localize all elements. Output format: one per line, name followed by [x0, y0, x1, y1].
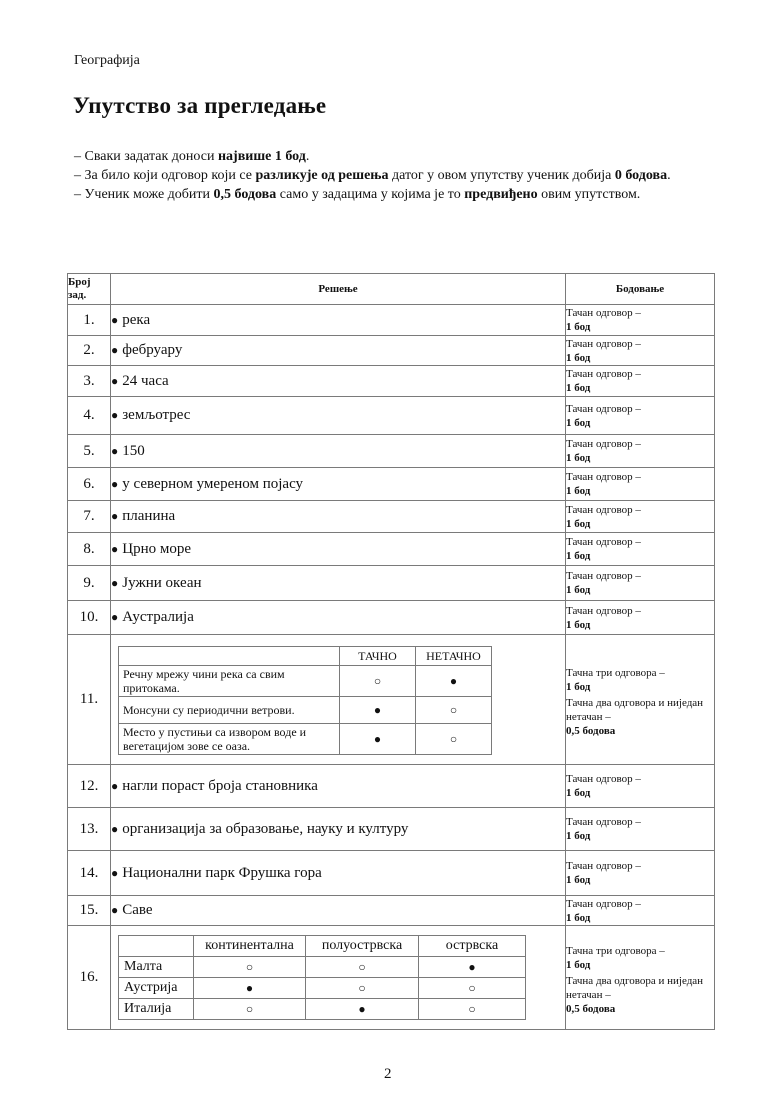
empty-circle-icon: ○ — [306, 978, 419, 999]
bullet-icon: ● — [111, 903, 119, 917]
scoring-points: 1 бод — [566, 321, 591, 333]
bullet-icon: ● — [111, 541, 119, 556]
empty-circle-icon: ○ — [419, 999, 526, 1020]
rule-text: . — [667, 168, 671, 183]
rule-emphasis: највише 1 бод — [217, 149, 306, 164]
rule-text: . — [305, 149, 310, 164]
scoring-points: 1 бод — [566, 550, 591, 562]
scoring-text: Тачан одговор – — [566, 897, 641, 910]
table-row — [68, 501, 715, 533]
bullet-icon: ● — [111, 865, 119, 880]
scoring-text: Тачна два одговора и ниједан нетачан – — [566, 696, 704, 723]
task-number: 8. — [68, 533, 111, 566]
answer-text: 150 — [122, 442, 145, 459]
country-name: Италија — [119, 999, 194, 1020]
scoring-points: 1 бод — [566, 911, 591, 924]
statement-row — [119, 724, 492, 755]
scoring-text: Тачан одговор – — [566, 860, 641, 872]
scoring-cell — [566, 501, 715, 533]
scoring-points: 1 бод — [566, 452, 591, 464]
answer-text: Црно море — [122, 540, 192, 557]
scoring-cell — [566, 366, 715, 397]
scoring-points: 1 бод — [566, 584, 591, 596]
answer-text: земљотрес — [122, 407, 191, 423]
scoring-text: Тачна три одговора – — [566, 944, 665, 957]
rule-item — [74, 166, 674, 185]
table-row — [68, 851, 715, 896]
bullet-icon: ● — [111, 343, 119, 357]
solution-cell — [111, 926, 566, 1030]
task-number: 3. — [68, 366, 111, 397]
scoring-points: 1 бод — [566, 874, 591, 886]
bullet-icon: ● — [111, 408, 119, 422]
scoring-points: 1 бод — [566, 351, 591, 364]
scoring-cell — [566, 851, 715, 896]
scoring-text: Тачан одговор – — [566, 402, 641, 415]
solution-cell — [111, 468, 566, 501]
table-row — [68, 896, 715, 926]
statement-row — [119, 697, 492, 724]
task-number: 6. — [68, 468, 111, 501]
scoring-points: 1 бод — [566, 618, 591, 631]
table-row — [68, 366, 715, 397]
table-row — [68, 336, 715, 366]
filled-circle-icon: ● — [306, 999, 419, 1020]
empty-header-cell — [119, 647, 340, 666]
scoring-points: 1 бод — [566, 382, 591, 394]
page-title: Упутство за прегледање — [73, 93, 327, 118]
true-false-table — [118, 646, 492, 755]
inner-header-row — [119, 936, 526, 957]
rule-emphasis: предвиђено — [464, 187, 538, 202]
answer-text: река — [122, 311, 151, 328]
country-row — [119, 999, 526, 1020]
column-header: ТАЧНО — [340, 647, 416, 666]
column-header: НЕТАЧНО — [416, 647, 492, 666]
grading-rules — [74, 147, 674, 204]
solution-cell — [111, 808, 566, 851]
solution-cell — [111, 851, 566, 896]
solution-cell — [111, 501, 566, 533]
empty-header-cell — [119, 936, 194, 957]
task-number: 15. — [68, 896, 111, 926]
scoring-text: Тачан одговор – — [566, 773, 641, 785]
answer-text: у северном умереном појасу — [122, 475, 304, 492]
scoring-cell — [566, 635, 715, 765]
task-number: 12. — [68, 765, 111, 808]
rule-text: – Ученик може добити — [74, 187, 214, 202]
rule-text: – Сваки задатак доноси — [74, 149, 218, 164]
answer-text: Аустралија — [122, 609, 194, 625]
page-number: 2 — [384, 1066, 392, 1082]
task-number: 9. — [68, 566, 111, 601]
empty-circle-icon: ○ — [416, 697, 492, 724]
filled-circle-icon: ● — [194, 978, 306, 999]
scoring-text: Тачан одговор – — [566, 816, 641, 828]
bullet-icon: ● — [111, 476, 119, 491]
scoring-cell — [566, 468, 715, 501]
rule-text: датог у овом упутству ученик добија — [388, 168, 615, 183]
answer-text: организација за образовање, науку и културу — [122, 820, 409, 837]
rule-item — [74, 185, 674, 204]
scoring-text: Тачан одговор – — [566, 570, 641, 582]
scoring-text: Тачан одговор – — [566, 337, 641, 350]
table-row — [68, 533, 715, 566]
bullet-icon: ● — [111, 509, 119, 523]
country-name: Аустрија — [119, 978, 194, 999]
answer-text: Јужни океан — [122, 574, 202, 591]
filled-circle-icon: ● — [416, 666, 492, 697]
empty-circle-icon: ○ — [194, 999, 306, 1020]
answer-text: фебруару — [122, 342, 183, 358]
empty-circle-icon: ○ — [194, 957, 306, 978]
column-header: полуострвска — [306, 936, 419, 957]
filled-circle-icon: ● — [340, 724, 416, 755]
task-number: 5. — [68, 435, 111, 468]
scoring-text: Тачна два одговора и ниједан нетачан – — [566, 974, 704, 1001]
country-name: Малта — [119, 957, 194, 978]
scoring-text: Тачан одговор – — [566, 368, 641, 380]
country-type-table — [118, 935, 526, 1020]
scoring-text: Тачна три одговора – — [566, 666, 665, 679]
rule-emphasis: разликује од решења — [255, 168, 389, 183]
bullet-icon: ● — [111, 373, 119, 388]
solution-cell — [111, 435, 566, 468]
solution-cell — [111, 601, 566, 635]
scoring-points: 1 бод — [566, 416, 591, 429]
task-number: 16. — [68, 926, 111, 1030]
statement-text: Место у пустињи са извором воде и вегетацијом зове се оаза. — [119, 724, 340, 755]
empty-circle-icon: ○ — [306, 957, 419, 978]
statement-text: Монсуни су периодични ветрови. — [119, 697, 340, 724]
scoring-cell — [566, 896, 715, 926]
task-number: 4. — [68, 397, 111, 435]
scoring-text: Тачан одговор – — [566, 471, 641, 483]
answer-text: 24 часа — [122, 372, 169, 389]
table-row-task-16 — [68, 926, 715, 1030]
country-row — [119, 957, 526, 978]
empty-circle-icon: ○ — [416, 724, 492, 755]
solution-cell — [111, 366, 566, 397]
header-scoring: Бодовање — [566, 274, 715, 305]
task-number: 2. — [68, 336, 111, 366]
scoring-cell — [566, 926, 715, 1030]
task-number: 7. — [68, 501, 111, 533]
solution-cell — [111, 635, 566, 765]
solution-cell — [111, 896, 566, 926]
scoring-text: Тачан одговор – — [566, 604, 641, 617]
table-row — [68, 601, 715, 635]
table-row — [68, 468, 715, 501]
table-row — [68, 808, 715, 851]
inner-header-row — [119, 647, 492, 666]
bullet-icon: ● — [111, 821, 119, 836]
scoring-cell — [566, 601, 715, 635]
scoring-cell — [566, 336, 715, 366]
answer-text: нагли пораст броја становника — [122, 777, 318, 794]
solution-cell — [111, 765, 566, 808]
solution-cell — [111, 533, 566, 566]
statement-row — [119, 666, 492, 697]
solution-cell — [111, 305, 566, 336]
scoring-points: 0,5 бодова — [566, 1002, 616, 1015]
country-row — [119, 978, 526, 999]
table-header-row — [68, 274, 715, 305]
rule-emphasis: 0 бодова — [614, 168, 668, 183]
bullet-icon: ● — [111, 575, 119, 590]
filled-circle-icon: ● — [419, 957, 526, 978]
scoring-points: 0,5 бодова — [566, 724, 616, 737]
empty-circle-icon: ○ — [419, 978, 526, 999]
scoring-text: Тачан одговор – — [566, 438, 641, 450]
bullet-icon: ● — [111, 443, 119, 458]
scoring-cell — [566, 566, 715, 601]
task-number: 10. — [68, 601, 111, 635]
solution-cell — [111, 566, 566, 601]
table-row — [68, 566, 715, 601]
scoring-cell — [566, 765, 715, 808]
subject-label: Географија — [74, 53, 140, 68]
scoring-text: Тачан одговор – — [566, 503, 641, 516]
statement-text: Речну мрежу чини река са свим притокама. — [119, 666, 340, 697]
scoring-cell — [566, 397, 715, 435]
task-number: 1. — [68, 305, 111, 336]
column-header: континентална — [194, 936, 306, 957]
header-solution: Решење — [111, 274, 566, 305]
scoring-points: 1 бод — [566, 680, 591, 693]
scoring-text: Тачан одговор – — [566, 536, 641, 548]
scoring-points: 1 бод — [566, 485, 591, 497]
task-number: 11. — [68, 635, 111, 765]
bullet-icon: ● — [111, 610, 119, 624]
filled-circle-icon: ● — [340, 697, 416, 724]
solution-cell — [111, 397, 566, 435]
answer-text: Национални парк Фрушка гора — [122, 864, 322, 881]
scoring-cell — [566, 305, 715, 336]
scoring-cell — [566, 533, 715, 566]
task-number: 13. — [68, 808, 111, 851]
rule-text: само у задацима у којима је то — [276, 187, 465, 202]
bullet-icon: ● — [111, 312, 119, 327]
rule-text: овим упутством. — [537, 187, 641, 202]
rule-emphasis: 0,5 бодова — [213, 187, 277, 202]
scoring-points: 1 бод — [566, 517, 591, 530]
column-header: острвска — [419, 936, 526, 957]
answer-text: планина — [122, 508, 176, 524]
scoring-text: Тачан одговор – — [566, 307, 641, 319]
scoring-points: 1 бод — [566, 787, 591, 799]
table-row — [68, 435, 715, 468]
empty-circle-icon: ○ — [340, 666, 416, 697]
solution-cell — [111, 336, 566, 366]
table-row — [68, 397, 715, 435]
answer-text: Саве — [122, 902, 153, 918]
scoring-cell — [566, 435, 715, 468]
table-row — [68, 765, 715, 808]
task-number: 14. — [68, 851, 111, 896]
table-row-task-11 — [68, 635, 715, 765]
table-row — [68, 305, 715, 336]
header-task-number: Број зад. — [68, 274, 111, 305]
scoring-points: 1 бод — [566, 958, 591, 971]
rule-item — [74, 147, 674, 166]
answer-key-table — [67, 273, 715, 1030]
bullet-icon: ● — [111, 778, 119, 793]
rule-text: – За било који одговор који се — [74, 168, 256, 183]
scoring-cell — [566, 808, 715, 851]
scoring-points: 1 бод — [566, 830, 591, 842]
